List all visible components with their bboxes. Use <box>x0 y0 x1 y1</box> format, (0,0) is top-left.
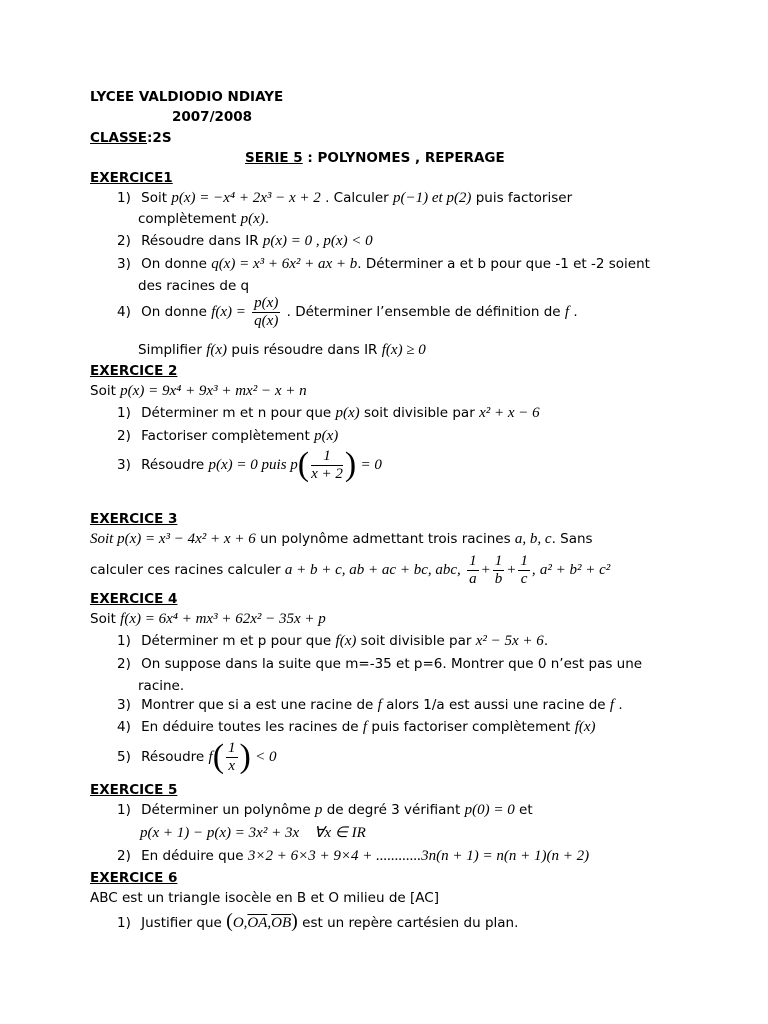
ex1-q2-number: 2) <box>117 233 131 249</box>
ex4-q4-f: f <box>362 719 368 735</box>
ex3-fraction-b-num: 1 <box>494 552 503 569</box>
ex1-q3-text-b: . Déterminer a et b pour que -1 et -2 soient <box>357 256 650 272</box>
ex4-q2-cont: racine. <box>138 678 185 694</box>
ex1-q3 <box>117 255 650 273</box>
ex4-q5-denominator: x <box>228 757 236 774</box>
ex6-intro: ABC est un triangle isocèle en B et O milieu de [AC] <box>90 890 439 906</box>
ex2-q3-numerator: 1 <box>311 448 343 466</box>
ex2-q2-text: Factoriser complètement <box>141 428 310 444</box>
ex4-q5-fraction <box>226 740 238 775</box>
ex5-q1-p: p <box>314 802 323 818</box>
ex4-q4-math: f(x) <box>574 719 596 735</box>
ex3-math-1: Soit p(x) = x³ − 4x² + x + 6 <box>90 531 256 547</box>
ex3-math-2: a, b, c <box>514 531 552 547</box>
ex5-q1-text-b: de degré 3 vérifiant <box>326 802 461 818</box>
exercise-2-title: EXERCICE 2 <box>90 363 178 379</box>
ex5-q2-math: 3×2 + 6×3 + 9×4 + ............3n(n + 1) = n(n + 1)(n + 2) <box>247 848 590 864</box>
ex2-q1-text-b: soit divisible par <box>363 405 475 421</box>
ex6-q1-o: O, <box>232 915 248 931</box>
ex4-q5 <box>117 737 277 777</box>
ex1-q4-numerator: p(x) <box>254 294 279 311</box>
ex4-q1-text-b: soit divisible par <box>360 633 472 649</box>
ex2-q2-number: 2) <box>117 428 131 444</box>
ex4-q1-text-a: Déterminer m et p pour que <box>141 633 332 649</box>
ex3-fraction-b-den: b <box>494 570 503 587</box>
class-line <box>90 129 172 147</box>
ex2-q3-fraction <box>311 448 343 483</box>
ex2-q1-math-2: x² + x − 6 <box>479 405 540 421</box>
ex4-q3-f-2: f <box>609 697 615 713</box>
ex4-q5-f: f <box>208 749 213 765</box>
ex4-q4-number: 4) <box>117 719 131 735</box>
ex6-q1: 1) Justifier que $(O,\overline{OA},\overline{OB})$ est un repère cartésien du plan. <box>117 910 519 932</box>
ex1-q1-text-c: puis factoriser <box>475 190 573 206</box>
ex1-q3-text-a: On donne <box>141 256 207 272</box>
ex4-intro-text: Soit <box>90 611 116 627</box>
ex5-q1-text-c: et <box>519 802 533 818</box>
ex1-q2-math: p(x) = 0 , p(x) < 0 <box>262 233 373 249</box>
ex2-q3-denominator: x + 2 <box>311 465 343 482</box>
ex3-fraction-a-den: a <box>469 570 477 587</box>
ex1-q4-math-2: f(x) <box>206 342 228 358</box>
ex5-q1-math-1: p(0) = 0 <box>464 802 515 818</box>
ex1-q3-math: q(x) = x³ + 6x² + ax + b <box>211 256 358 272</box>
ex5-q1 <box>117 801 533 819</box>
ex3-line-2: calculer ces racines calculer a + b + c, ab + ac + bc, abc, $\frac{1}{a}$ + $\frac{1}{b}$ + $\frac{1}{c}$ , a² + b² + c² <box>90 552 611 587</box>
ex4-q3-number: 3) <box>117 697 131 713</box>
ex2-intro-text: Soit <box>90 383 116 399</box>
ex4-q3-text-a: Montrer que si a est une racine de <box>141 697 374 713</box>
ex1-q1-math-1: p(x) = −x⁴ + 2x³ − x + 2 <box>171 190 321 206</box>
ex1-q1-text-d: complètement <box>138 211 237 227</box>
ex1-q1-text-b: . Calculer <box>325 190 389 206</box>
ex2-q3-number: 3) <box>117 457 131 473</box>
ex4-q5-paren-open: ( <box>212 738 225 775</box>
ex2-intro-math: p(x) = 9x⁴ + 9x³ + mx² − x + n <box>120 383 307 399</box>
ex3-fraction-a <box>467 553 479 588</box>
ex3-text-b: . Sans <box>551 531 593 547</box>
ex2-q1 <box>117 404 540 422</box>
ex1-q4-text-c: Simplifier <box>138 342 202 358</box>
ex1-q4: 4) On donne f(x) = $\frac{p(x)}{q(x)}$ . Déterminer l’ensemble de définition de f . <box>117 294 578 329</box>
ex5-q1-text-a: Déterminer un polynôme <box>141 802 311 818</box>
ex1-q1-text-a: Soit <box>141 190 168 206</box>
exercise-6-title: EXERCICE 6 <box>90 870 178 886</box>
ex1-q4-text-b: . Déterminer l’ensemble de définition de <box>286 304 561 320</box>
ex1-q2 <box>117 232 373 250</box>
ex5-q1-number: 1) <box>117 802 131 818</box>
ex5-q2-number: 2) <box>117 848 131 864</box>
ex4-q3-text-b: alors 1/a est aussi une racine de <box>386 697 606 713</box>
school-name: LYCEE VALDIODIO NDIAYE <box>90 89 284 105</box>
ex1-q3-number: 3) <box>117 256 131 272</box>
ex4-q5-numerator: 1 <box>228 739 236 756</box>
school-year: 2007/2008 <box>172 109 253 125</box>
ex1-q1-cont: complètement p(x). <box>138 211 270 227</box>
ex6-q1-comma: , <box>267 915 272 931</box>
ex1-q4-text-d: puis résoudre dans IR <box>231 342 378 358</box>
series-topic: : POLYNOMES , REPERAGE <box>302 150 505 166</box>
ex3-text-c: calculer ces racines calculer <box>90 562 281 578</box>
class-value: :2S <box>147 130 172 146</box>
ex3-fraction-b <box>493 553 505 588</box>
ex1-q2-text: Résoudre dans IR <box>141 233 259 249</box>
ex5-q2-text: En déduire que <box>141 848 244 864</box>
exercise-3-title: EXERCICE 3 <box>90 511 178 527</box>
ex4-q5-text: Résoudre <box>141 749 205 765</box>
ex1-q4-fraction <box>252 295 280 330</box>
ex6-q1-vector-ob: $\overline{OB}$ <box>271 915 292 931</box>
ex4-q5-math: < 0 <box>255 749 277 765</box>
ex5-q1-math-2: p(x + 1) − p(x) = 3x² + 3x ∀x ∈ IR <box>140 825 366 841</box>
exercise-4-title: EXERCICE 4 <box>90 591 178 607</box>
series-label: SERIE 5 <box>245 150 303 166</box>
ex4-q4-text-a: En déduire toutes les racines de <box>141 719 359 735</box>
ex1-q4-f: f <box>564 304 570 320</box>
ex6-q1-vector-oa: $\overline{OA}$ <box>247 915 268 931</box>
ex4-q3: 3) Montrer que si a est une racine de f alors 1/a est aussi une racine de f . <box>117 697 623 713</box>
ex4-q1-math-2: x² − 5x + 6 <box>475 633 544 649</box>
ex1-q4-math-3: f(x) ≥ 0 <box>381 342 426 358</box>
ex6-q1-text-b: est un repère cartésien du plan. <box>302 915 519 931</box>
ex1-q3-cont: des racines de q <box>138 278 250 294</box>
ex1-q1-math-3: p(x) <box>240 211 265 227</box>
ex1-q4-math-1: f(x) = <box>211 304 246 320</box>
ex3-text-a: un polynôme admettant trois racines <box>260 531 511 547</box>
ex3-fraction-c-num: 1 <box>520 552 528 569</box>
ex4-q2-text: On suppose dans la suite que m=-35 et p=6. Montrer que 0 n’est pas une <box>141 656 643 672</box>
ex3-fraction-c <box>518 553 530 588</box>
ex2-q1-math-1: p(x) <box>335 405 360 421</box>
ex4-q2-number: 2) <box>117 656 131 672</box>
exercise-5-title: EXERCICE 5 <box>90 782 178 798</box>
ex4-q3-f-1: f <box>377 697 382 713</box>
ex3-line-1 <box>90 530 593 548</box>
ex4-q5-number: 5) <box>117 749 131 765</box>
ex4-q5-paren-close: ) <box>239 738 251 775</box>
ex1-q4-denominator: q(x) <box>254 312 279 329</box>
ex2-q1-text-a: Déterminer m et n pour que <box>141 405 332 421</box>
ex3-math-4: a² + b² + c² <box>539 562 611 578</box>
ex2-q3-paren-close: ) <box>344 446 357 483</box>
ex2-intro <box>90 382 307 400</box>
ex1-q4-number: 4) <box>117 304 131 320</box>
ex4-q4 <box>117 718 596 736</box>
ex4-q1-number: 1) <box>117 633 131 649</box>
ex1-q4-cont <box>138 341 426 359</box>
exercise-1-title: EXERCICE1 <box>90 170 173 186</box>
ex3-fraction-a-num: 1 <box>469 552 477 569</box>
ex6-q1-text-a: Justifier que <box>141 915 222 931</box>
ex6-q1-number: 1) <box>117 915 131 931</box>
ex2-q3-paren-open: ( <box>297 446 310 483</box>
ex2-q3-text: Résoudre <box>141 457 205 473</box>
ex4-q2 <box>117 655 642 673</box>
ex4-q4-text-b: puis factoriser complètement <box>371 719 571 735</box>
ex5-q2 <box>117 847 589 865</box>
ex2-q2 <box>117 427 338 445</box>
ex2-q3 <box>117 445 382 485</box>
ex4-intro-math: f(x) = 6x⁴ + mx³ + 62x² − 35x + p <box>120 611 326 627</box>
ex2-q3-math-1: p(x) = 0 puis p <box>208 457 298 473</box>
ex1-q4-text-a: On donne <box>141 304 207 320</box>
ex3-fraction-c-den: c <box>520 570 528 587</box>
ex4-q1: 1) Déterminer m et p pour que f(x) soit divisible par x² − 5x + 6. <box>117 633 549 649</box>
ex1-q1-math-2: p(−1) et p(2) <box>393 190 472 206</box>
ex1-q1-number: 1) <box>117 190 131 206</box>
series-title <box>245 149 505 167</box>
class-label: CLASSE <box>90 130 148 146</box>
ex2-q3-math-2: = 0 <box>360 457 382 473</box>
ex4-q1-math-1: f(x) <box>335 633 357 649</box>
ex4-intro <box>90 610 326 628</box>
ex3-math-3: a + b + c, ab + ac + bc, abc, <box>284 562 461 578</box>
ex2-q1-number: 1) <box>117 405 131 421</box>
ex2-q2-math: p(x) <box>314 428 339 444</box>
ex1-q1 <box>117 189 572 207</box>
